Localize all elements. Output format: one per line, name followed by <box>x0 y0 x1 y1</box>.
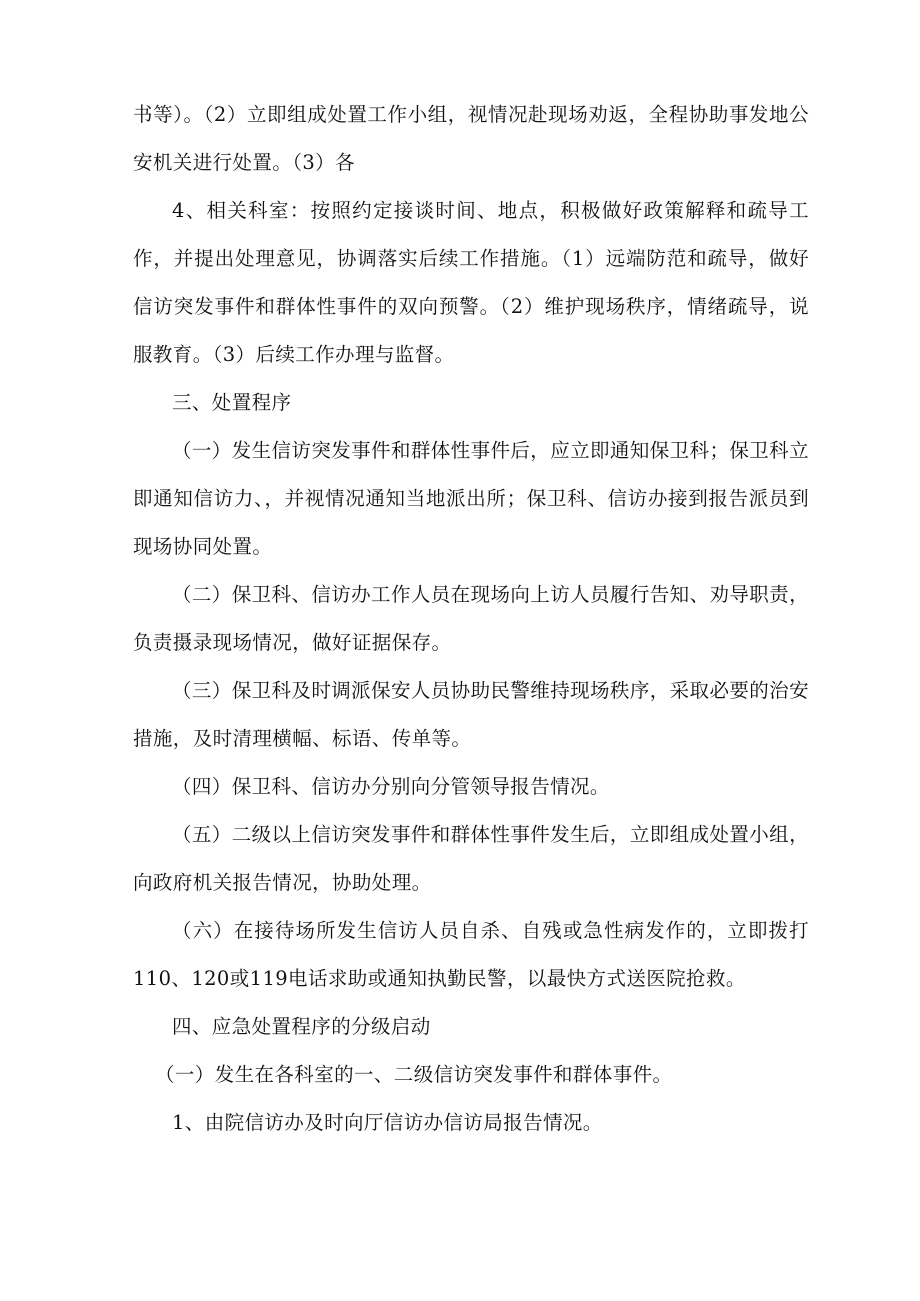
subsection-heading-1: （一）发生在各科室的一、二级信访突发事件和群体事件。 <box>155 1063 673 1086</box>
section-heading-procedure: 三、处置程序 <box>172 391 292 414</box>
section-heading-graded-activation: 四、应急处置程序的分级启动 <box>172 1015 431 1038</box>
paragraph-related-departments: 4、相关科室：按照约定接谈时间、地点，积极做好政策解释和疏导工作，并提出处理意见，协调落实后续工作措施。（1）远端防范和疏导，做好信访突发事件和群体性事件的双向预警。（2）维护现场秩序，情绪疏导，说服教育。（3）后续工作办理与监督。 <box>133 199 809 366</box>
paragraph-step-3: （三）保卫科及时调派保安人员协助民警维持现场秩序，采取必要的治安措施，及时清理横幅、标语、传单等。 <box>133 679 809 750</box>
paragraph-step-1: （一）发生信访突发事件和群体性事件后，应立即通知保卫科；保卫科立即通知信访力、，并视情况通知当地派出所；保卫科、信访办接到报告派员到现场协同处置。 <box>133 439 809 558</box>
paragraph-continuation: 书等）。（2）立即组成处置工作小组，视情况赴现场劝返，全程协助事发地公安机关进行处置。（3）各 <box>133 103 809 174</box>
paragraph-item-1: 1、由院信访办及时向厅信访办信访局报告情况。 <box>172 1111 603 1134</box>
paragraph-step-2: （二）保卫科、信访办工作人员在现场向上访人员履行告知、劝导职责，负责摄录现场情况，做好证据保存。 <box>133 583 809 654</box>
paragraph-step-4: （四）保卫科、信访办分别向分管领导报告情况。 <box>172 775 610 798</box>
paragraph-step-5: （五）二级以上信访突发事件和群体性事件发生后，立即组成处置小组，向政府机关报告情况，协助处理。 <box>133 823 809 894</box>
paragraph-step-6: （六）在接待场所发生信访人员自杀、自残或急性病发作的，立即拨打110、120或119电话求助或通知执勤民警，以最快方式送医院抢救。 <box>133 919 809 990</box>
